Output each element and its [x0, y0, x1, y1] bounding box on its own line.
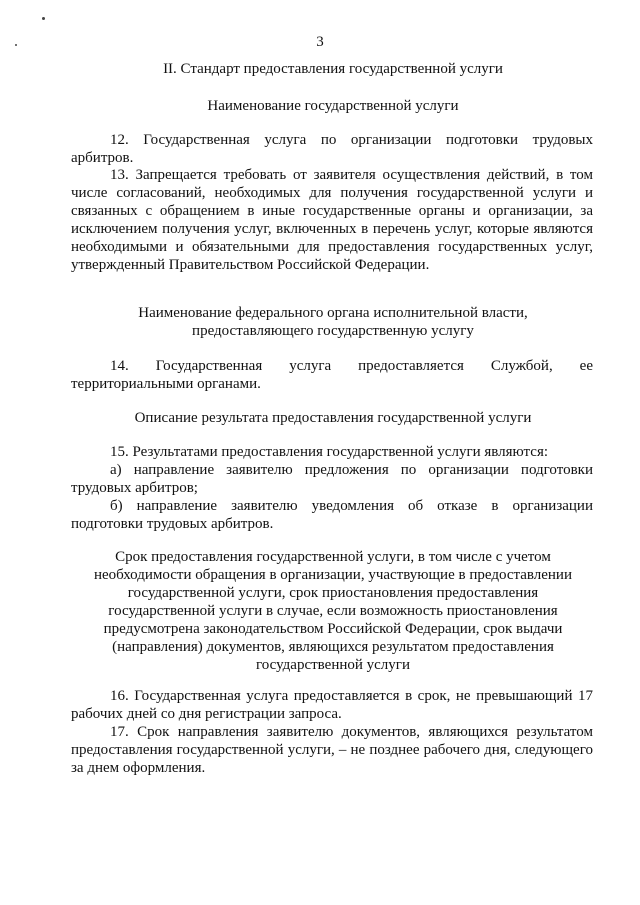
heading-term-line: государственной услуги — [256, 657, 410, 673]
paragraph-15a-text: а) направление заявителю предложения по организации подготовки трудовых арбитров; — [71, 462, 593, 496]
heading-result-description: Описание результата предоставления государственной услуги — [134, 410, 532, 426]
paragraph-16-text: 16. Государственная услуга предоставляется в срок, не превышающий 17 рабочих дней со дня регистрации запроса. — [71, 688, 593, 722]
paragraph-14 — [71, 357, 593, 393]
paragraph-13 — [71, 166, 593, 274]
paragraph-12 — [71, 131, 593, 167]
paragraph-15-text: 15. Результатами предоставления государственной услуги являются: — [110, 444, 549, 460]
heading-term — [60, 548, 606, 674]
section-title: II. Стандарт предоставления государственной услуги — [163, 61, 503, 77]
heading-federal-body-line2: предоставляющего государственную услугу — [192, 323, 474, 339]
paragraph-16 — [71, 687, 593, 723]
paragraph-13-text: 13. Запрещается требовать от заявителя осуществления действий, в том числе согласований, необходимых для получения государственной услуги и связанных с обращением в иные государственные органы и организации, за исключением получения услуг, включенных в перечень услуг, которые являются необходимыми и обязательными для предоставления государственных услуг, утвержденный Правительством Российской Федерации. — [71, 167, 593, 273]
scan-speck — [42, 17, 45, 20]
paragraph-17 — [71, 723, 593, 777]
paragraph-14-text: 14. Государственная услуга предоставляется Службой, ее территориальными органами. — [71, 358, 593, 392]
heading-federal-body-line1: Наименование федерального органа исполнительной власти, — [138, 305, 528, 321]
paragraph-15b-text: б) направление заявителю уведомления об отказе в организации подготовки трудовых арбитров. — [71, 498, 593, 532]
paragraph-12-text: 12. Государственная услуга по организации подготовки трудовых арбитров. — [71, 132, 593, 166]
heading-term-line: предусмотрена законодательством Российской Федерации, срок выдачи — [103, 621, 563, 637]
heading-term-line: необходимости обращения в организации, участвующие в предоставлении — [94, 567, 572, 583]
heading-term-line: государственной услуги, срок приостановления предоставления — [127, 585, 539, 601]
heading-term-line: (направления) документов, являющихся результатом предоставления — [112, 639, 554, 655]
heading-term-line: государственной услуги в случае, если возможность приостановления — [108, 603, 558, 619]
paragraph-17-text: 17. Срок направления заявителю документов, являющихся результатом предоставления государственной услуги, – не позднее рабочего дня, следующего за днем оформления. — [71, 724, 593, 776]
heading-service-name: Наименование государственной услуги — [207, 98, 459, 114]
paragraph-15 — [71, 443, 593, 533]
heading-term-line: Срок предоставления государственной услуги, в том числе с учетом — [115, 549, 551, 565]
page-number: 3 — [316, 34, 324, 50]
